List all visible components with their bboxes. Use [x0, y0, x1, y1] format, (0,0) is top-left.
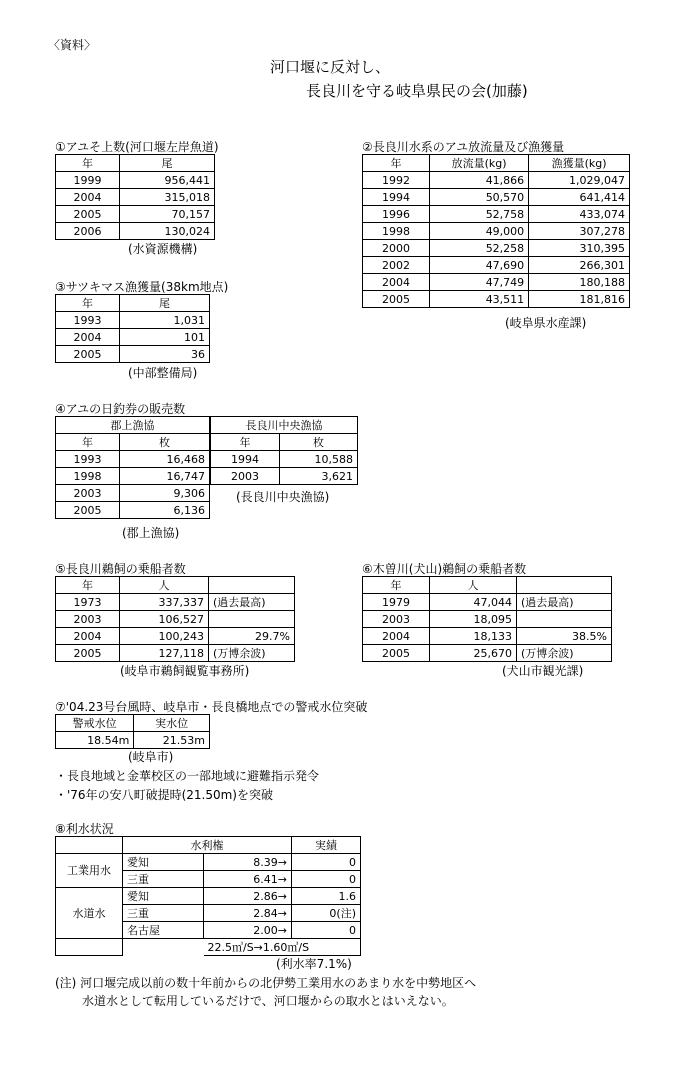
shiryo-label: 〈資料〉 [48, 38, 97, 52]
col-year: 年 [211, 434, 280, 451]
cell: 1993 [56, 312, 120, 329]
ayu-run-table [55, 154, 215, 240]
table-row [363, 257, 630, 274]
cell: 956,441 [120, 172, 215, 189]
section4-source-a: (郡上漁協) [122, 526, 180, 540]
col-release: 放流量(kg) [430, 155, 529, 172]
cell: 337,337 [120, 594, 209, 611]
cell: 2004 [363, 274, 430, 291]
cell: 29.7% [209, 628, 295, 645]
cell: 16,747 [120, 468, 210, 485]
section7-source: (岐阜市) [128, 750, 174, 764]
cell: (万博余波) [209, 645, 295, 662]
cell: 2003 [56, 485, 120, 502]
table-row [56, 223, 215, 240]
cell: 愛知 [123, 854, 204, 871]
table-row [211, 468, 358, 485]
cell: 21.53m [134, 732, 210, 749]
cell: 2003 [363, 611, 430, 628]
table-row [363, 594, 612, 611]
cell: 2004 [56, 628, 120, 645]
section6-source: (犬山市観光課) [502, 664, 584, 678]
col-count: 尾 [120, 295, 210, 312]
col-people: 人 [430, 577, 517, 594]
cell: 1998 [363, 223, 430, 240]
cell [56, 939, 123, 956]
section7-bullet1: ・長良地域と金華校区の一部地域に避難指示発令 [55, 769, 320, 783]
cell: 1,031 [120, 312, 210, 329]
cell: 2004 [56, 189, 120, 206]
cell: 180,188 [529, 274, 630, 291]
col-actual: 実績 [292, 837, 361, 854]
cell: 1999 [56, 172, 120, 189]
cell: 127,118 [120, 645, 209, 662]
section5-source: (岐阜市鵜飼観覧事務所) [120, 664, 250, 678]
cell: 100,243 [120, 628, 209, 645]
cell: 130,024 [120, 223, 215, 240]
cell: 0 [292, 854, 361, 871]
cell: 0 [292, 922, 361, 939]
section8-note2: 水道水として転用しているだけで、河口堰からの取水とはいえない。 [82, 994, 454, 1008]
cell: 三重 [123, 871, 204, 888]
cell: 47,044 [430, 594, 517, 611]
cell: 2005 [363, 291, 430, 308]
kiso-ukai-table [362, 576, 612, 662]
cell: 2.84→ [204, 905, 292, 922]
cell: 181,816 [529, 291, 630, 308]
col-year: 年 [363, 577, 430, 594]
table-row [56, 312, 210, 329]
table-row [363, 611, 612, 628]
section4-heading: ④アユの日釣券の販売数 [55, 402, 186, 416]
cell: 6.41→ [204, 871, 292, 888]
table-row [363, 645, 612, 662]
cell: 41,866 [430, 172, 529, 189]
cell: 0 [292, 871, 361, 888]
total-cell: 22.5㎥/S→1.60㎥/S [204, 939, 361, 956]
cell: 36 [120, 346, 210, 363]
section3-heading: ③サツキマス漁獲量(38km地点) [55, 280, 229, 294]
cell: 1.6 [292, 888, 361, 905]
cell: 2003 [211, 468, 280, 485]
cell: 2002 [363, 257, 430, 274]
table-row [363, 206, 630, 223]
cell: 1998 [56, 468, 120, 485]
cell: 1994 [211, 451, 280, 468]
cell: 2005 [363, 645, 430, 662]
col-people: 人 [120, 577, 209, 594]
cell: 10,588 [280, 451, 358, 468]
table-row [56, 189, 215, 206]
cell: (万博余波) [517, 645, 612, 662]
corner-cell [56, 837, 123, 854]
table-row [56, 485, 210, 502]
page-title-line2: 長良川を守る岐阜県民の会(加藤) [306, 82, 528, 100]
group-nagara: 長良川中央漁協 [211, 417, 358, 434]
cell: 641,414 [529, 189, 630, 206]
cell: 266,301 [529, 257, 630, 274]
nagara-ticket-table [210, 416, 358, 485]
row-group-tap-water: 水道水 [56, 888, 123, 939]
cell: 38.5% [517, 628, 612, 645]
cell: 2.00→ [204, 922, 292, 939]
table-row [363, 189, 630, 206]
cell [209, 611, 295, 628]
table-row [56, 628, 295, 645]
cell: 2003 [56, 611, 120, 628]
cell: 2005 [56, 206, 120, 223]
group-gujo: 郡上漁協 [56, 417, 210, 434]
col-year: 年 [56, 155, 120, 172]
cell: 106,527 [120, 611, 209, 628]
cell: 3,621 [280, 468, 358, 485]
cell: 2005 [56, 645, 120, 662]
cell: 1973 [56, 594, 120, 611]
table-row [56, 468, 210, 485]
table-row [56, 645, 295, 662]
cell: 433,074 [529, 206, 630, 223]
gujo-ticket-table [55, 416, 210, 519]
cell: 18,133 [430, 628, 517, 645]
cell: 三重 [123, 905, 204, 922]
table-row [56, 732, 210, 749]
cell: 1979 [363, 594, 430, 611]
col-count: 尾 [120, 155, 215, 172]
water-level-table [55, 714, 210, 749]
cell: 70,157 [120, 206, 215, 223]
cell: (過去最高) [517, 594, 612, 611]
table-row [363, 240, 630, 257]
col-actual-level: 実水位 [134, 715, 210, 732]
cell: 1993 [56, 451, 120, 468]
col-year: 年 [56, 295, 120, 312]
col-tickets: 枚 [120, 434, 210, 451]
section3-source: (中部整備局) [128, 366, 198, 380]
col-year: 年 [363, 155, 430, 172]
section5-heading: ⑤長良川鵜飼の乗船者数 [55, 562, 186, 576]
cell: 52,258 [430, 240, 529, 257]
section1-source: (水資源機構) [128, 242, 198, 256]
section1-heading: ①アユそ上数(河口堰左岸魚道) [55, 140, 219, 154]
table-row [363, 172, 630, 189]
satsukimasu-table [55, 294, 210, 363]
cell: 52,758 [430, 206, 529, 223]
table-row [363, 291, 630, 308]
cell: 2006 [56, 223, 120, 240]
col-note [517, 577, 612, 594]
col-note [209, 577, 295, 594]
section7-bullet2: ・'76年の安八町破提時(21.50m)を突破 [55, 788, 273, 802]
cell: 1994 [363, 189, 430, 206]
table-row [56, 172, 215, 189]
cell: 1,029,047 [529, 172, 630, 189]
cell: 18.54m [56, 732, 134, 749]
cell: 18,095 [430, 611, 517, 628]
table-row [56, 346, 210, 363]
cell: 2.86→ [204, 888, 292, 905]
cell: 1996 [363, 206, 430, 223]
col-catch: 漁獲量(kg) [529, 155, 630, 172]
cell: 47,690 [430, 257, 529, 274]
cell: 2004 [56, 329, 120, 346]
cell: 49,000 [430, 223, 529, 240]
table-row [363, 628, 612, 645]
cell: 315,018 [120, 189, 215, 206]
table-row [211, 451, 358, 468]
cell: 2004 [363, 628, 430, 645]
col-water-right: 水利権 [123, 837, 292, 854]
cell: 101 [120, 329, 210, 346]
cell: 310,395 [529, 240, 630, 257]
section8-note1: (注) 河口堰完成以前の数十年前からの北伊勢工業用水のあまり水を中勢地区へ [55, 976, 477, 990]
cell: 6,136 [120, 502, 210, 519]
cell: 0(注) [292, 905, 361, 922]
section2-heading: ②長良川水系のアユ放流量及び漁獲量 [362, 140, 565, 154]
cell: 2000 [363, 240, 430, 257]
page-title-line1: 河口堰に反対し、 [270, 58, 391, 76]
cell: 307,278 [529, 223, 630, 240]
cell: 9,306 [120, 485, 210, 502]
cell: 名古屋 [123, 922, 204, 939]
ayu-release-table [362, 154, 630, 308]
col-warning-level: 警戒水位 [56, 715, 134, 732]
col-tickets: 枚 [280, 434, 358, 451]
table-row [56, 594, 295, 611]
table-row [56, 939, 361, 956]
section8-rate: (利水率7.1%) [276, 957, 352, 971]
table-row [56, 206, 215, 223]
table-row [56, 888, 361, 905]
water-use-table [55, 836, 361, 956]
table-row [56, 451, 210, 468]
cell: 2005 [56, 346, 120, 363]
section7-heading: ⑦'04.23号台風時、岐阜市・長良橋地点での警戒水位突破 [55, 700, 368, 714]
cell: 43,511 [430, 291, 529, 308]
table-row [363, 223, 630, 240]
cell: 8.39→ [204, 854, 292, 871]
section8-heading: ⑧利水状況 [55, 822, 114, 836]
cell: 50,570 [430, 189, 529, 206]
table-row [363, 274, 630, 291]
cell: 2005 [56, 502, 120, 519]
col-year: 年 [56, 434, 120, 451]
cell [517, 611, 612, 628]
cell [123, 939, 204, 956]
nagara-ukai-table [55, 576, 295, 662]
section6-heading: ⑥木曽川(犬山)鵜飼の乗船者数 [362, 562, 527, 576]
table-row [56, 329, 210, 346]
table-row [56, 611, 295, 628]
cell: (過去最高) [209, 594, 295, 611]
cell: 47,749 [430, 274, 529, 291]
col-year: 年 [56, 577, 120, 594]
table-row [56, 854, 361, 871]
cell: 25,670 [430, 645, 517, 662]
cell: 愛知 [123, 888, 204, 905]
cell: 1992 [363, 172, 430, 189]
row-group-industrial: 工業用水 [56, 854, 123, 888]
section4-source-b: (長良川中央漁協) [236, 490, 330, 504]
cell: 16,468 [120, 451, 210, 468]
table-row [56, 502, 210, 519]
section2-source: (岐阜県水産課) [505, 316, 587, 330]
